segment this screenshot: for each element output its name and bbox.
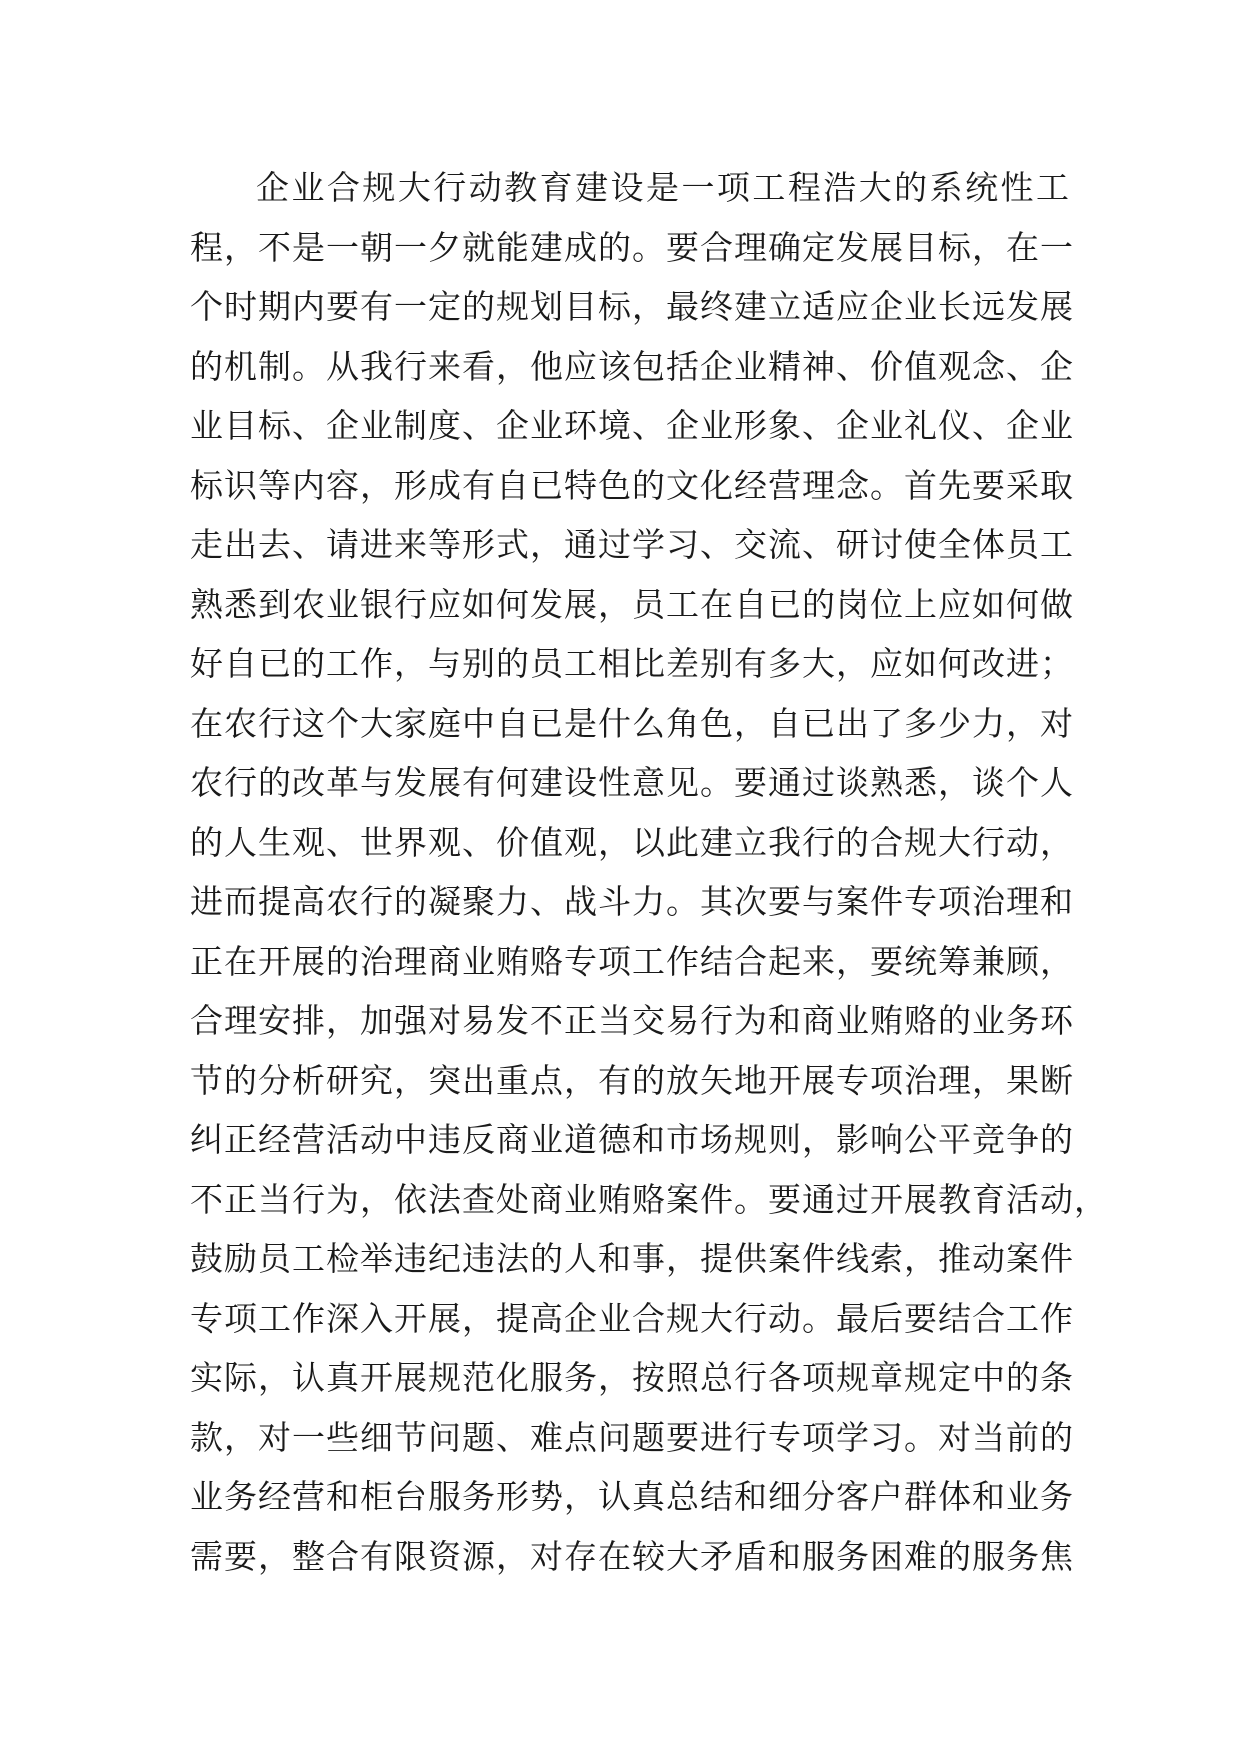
paragraph-line: 业目标、企业制度、企业环境、企业形象、企业礼仪、企业: [190, 406, 1074, 445]
paragraph-line: 正在开展的治理商业贿赂专项工作结合起来，要统筹兼顾，: [190, 941, 1074, 981]
paragraph-line: 节的分析研究，突出重点，有的放矢地开展专项治理，果断: [190, 1060, 1074, 1100]
paragraph-line: 农行的改革与发展有何建设性意见。要通过谈熟悉，谈个人: [190, 763, 1074, 802]
paragraph-line: 程，不是一朝一夕就能建成的。要合理确定发展目标，在一: [190, 227, 1074, 267]
paragraph-line: 鼓励员工检举违纪违法的人和事，提供案件线索，推动案件: [190, 1239, 1074, 1278]
paragraph-line: 不正当行为，依法查处商业贿赂案件。要通过开展教育活动，: [190, 1179, 1108, 1219]
paragraph-line: 专项工作深入开展，提高企业合规大行动。最后要结合工作: [190, 1298, 1074, 1338]
paragraph-line: 的人生观、世界观、价值观，以此建立我行的合规大行动，: [190, 822, 1074, 862]
paragraph-line: 标识等内容，形成有自已特色的文化经营理念。首先要采取: [190, 465, 1074, 505]
paragraph-line: 企业合规大行动教育建设是一项工程浩大的系统性工: [256, 168, 1070, 207]
paragraph-line: 实际，认真开展规范化服务，按照总行各项规章规定中的条: [190, 1358, 1074, 1397]
paragraph-line: 好自已的工作，与别的员工相比差别有多大，应如何改进；: [190, 644, 1074, 683]
paragraph-line: 业务经营和柜台服务形势，认真总结和细分客户群体和业务: [190, 1477, 1074, 1516]
paragraph-line: 进而提高农行的凝聚力、战斗力。其次要与案件专项治理和: [190, 882, 1074, 921]
paragraph-line: 款，对一些细节问题、难点问题要进行专项学习。对当前的: [190, 1417, 1074, 1457]
paragraph-line: 需要，整合有限资源，对存在较大矛盾和服务困难的服务焦: [190, 1536, 1074, 1576]
paragraph-line: 的机制。从我行来看，他应该包括企业精神、价值观念、企: [190, 346, 1074, 386]
paragraph-line: 纠正经营活动中违反商业道德和市场规则，影响公平竞争的: [190, 1120, 1074, 1159]
paragraph-line: 合理安排，加强对易发不正当交易行为和商业贿赂的业务环: [190, 1001, 1074, 1040]
paragraph-line: 熟悉到农业银行应如何发展，员工在自已的岗位上应如何做: [190, 584, 1074, 624]
body-paragraph: [190, 158, 1108, 1586]
paragraph-line: 走出去、请进来等形式，通过学习、交流、研讨使全体员工: [190, 525, 1074, 564]
paragraph-line: 在农行这个大家庭中自已是什么角色，自已出了多少力，对: [190, 703, 1074, 743]
paragraph-line: 个时期内要有一定的规划目标，最终建立适应企业长远发展: [190, 287, 1074, 326]
